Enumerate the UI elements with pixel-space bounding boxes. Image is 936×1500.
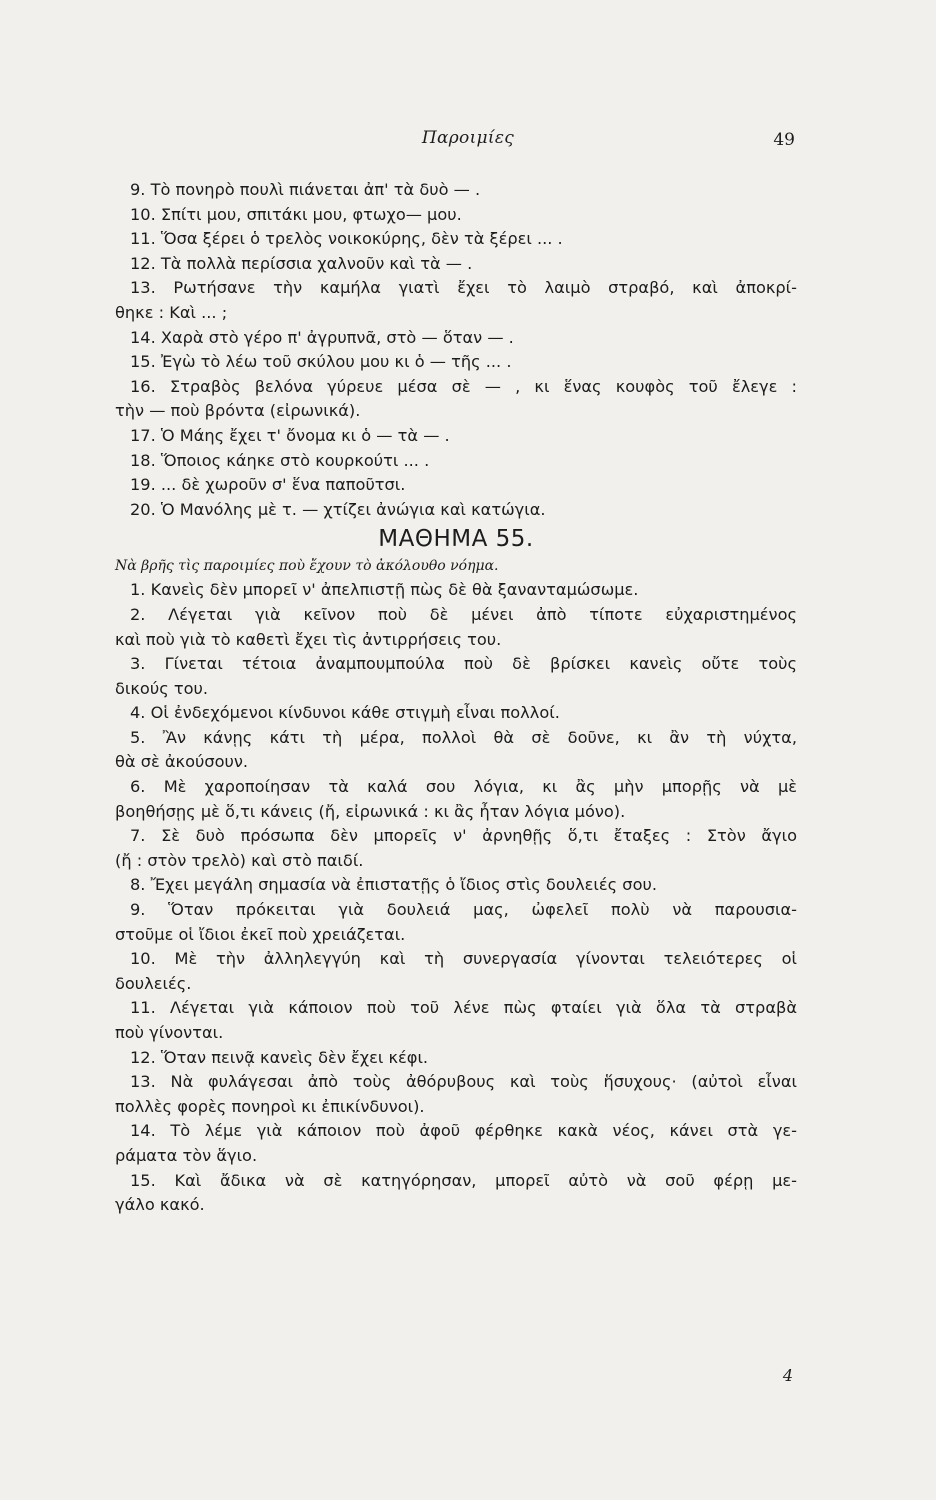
list-item-line: 15. Ἐγὼ τὸ λέω τοῦ σκύλου μου κι ὁ — τῆς ... .	[130, 352, 512, 372]
lesson-instruction: Νὰ βρῆς τὶς παροιμίες ποὺ ἔχουν τὸ ἀκόλουθο νόημα.	[115, 558, 499, 575]
signature-mark: 4	[782, 1366, 793, 1385]
list-item-line: 4. Οἱ ἐνδεχόμενοι κίνδυνοι κάθε στιγμὴ εἶναι πολλοί.	[130, 703, 560, 723]
list-item-line: 2. Λέγεται γιὰ κεῖνον ποὺ δὲ μένει ἀπὸ τίποτε εὐχαριστημένος	[130, 604, 797, 624]
list-item-continuation: τὴν — ποὺ βρόντα (εἰρωνικά).	[115, 401, 361, 421]
list-item-continuation: ράματα τὸν ἅγιο.	[115, 1145, 258, 1165]
list-item-line: 1. Κανεὶς δὲν μπορεῖ ν' ἀπελπιστῇ πὼς δὲ θὰ ξανανταμώσωμε.	[130, 580, 639, 600]
list-item-continuation: δικούς του.	[115, 678, 208, 698]
list-item-continuation: δουλειές.	[115, 973, 192, 993]
list-item-line: 17. Ὁ Μάης ἔχει τ' ὄνομα κι ὁ — τὰ — .	[130, 425, 450, 445]
list-item-line: 9. Τὸ πονηρὸ πουλὶ πιάνεται ἀπ' τὰ δυὸ — .	[130, 180, 481, 199]
list-item-continuation: ποὺ γίνονται.	[115, 1023, 224, 1042]
running-head	[0, 128, 936, 156]
list-item-continuation: γάλο κακό.	[115, 1195, 205, 1215]
list-item-line: 12. Ὅταν πεινᾷ κανεὶς δὲν ἔχει κέφι.	[130, 1047, 429, 1067]
list-item-line: 13. Νὰ φυλάγεσαι ἀπὸ τοὺς ἀθόρυβους καὶ τοὺς ἥσυχους· (αὐτοὶ εἶναι	[130, 1072, 797, 1092]
list-item-line: 3. Γίνεται τέτοια ἀναμπουμπούλα ποὺ δὲ βρίσκει κανεὶς οὔτε τοὺς	[130, 654, 797, 674]
list-item-line: 16. Στραβὸς βελόνα γύρευε μέσα σὲ — , κι ἕνας κουφὸς τοῦ ἔλεγε :	[130, 376, 797, 396]
body-text	[115, 178, 797, 1218]
list-item-continuation: στοῦμε οἱ ἴδιοι ἐκεῖ ποὺ χρειάζεται.	[115, 924, 406, 944]
list-item-line: 5. Ἂν κάνῃς κάτι τὴ μέρα, πολλοὶ θὰ σὲ δοῦνε, κι ἂν τὴ νύχτα,	[130, 727, 797, 747]
list-item-line: 20. Ὁ Μανόλης μὲ τ. — χτίζει ἀνώγια καὶ κατώγια.	[130, 499, 546, 519]
list-item-line: 10. Μὲ τὴν ἀλληλεγγύη καὶ τὴ συνεργασία γίνονται τελειότερες οἱ	[130, 949, 797, 969]
list-item-line: 7. Σὲ δυὸ πρόσωπα δὲν μπορεῖς ν' ἀρνηθῇς ὅ,τι ἔταξες : Στὸν ἄγιο	[130, 826, 797, 846]
list-item-continuation: καὶ ποὺ γιὰ τὸ καθετὶ ἔχει τὶς ἀντιρρήσεις του.	[115, 629, 502, 649]
list-item-line: 11. Λέγεται γιὰ κάποιον ποὺ τοῦ λένε πὼς φταίει γιὰ ὅλα τὰ στραβὰ	[130, 998, 797, 1018]
proverbs-fill-in-list	[115, 178, 797, 522]
list-item-line: 9. Ὅταν πρόκειται γιὰ δουλειά μας, ὠφελεῖ πολὺ νὰ παρουσια-	[130, 900, 797, 920]
list-item-line: 11. Ὅσα ξέρει ὁ τρελὸς νοικοκύρης, δὲν τὰ ξέρει ... .	[130, 229, 563, 249]
running-title: Παροιμίες	[421, 128, 515, 148]
list-item-continuation: (ἤ : στὸν τρελὸ) καὶ στὸ παιδί.	[115, 850, 364, 870]
list-item-line: 10. Σπίτι μου, σπιτάκι μου, φτωχο— μου.	[130, 204, 462, 224]
page-number: 49	[773, 130, 795, 150]
list-item-continuation: πολλὲς φορὲς πονηροὶ κι ἐπικίνδυνοι).	[115, 1096, 425, 1116]
list-item-line: 6. Μὲ χαροποίησαν τὰ καλά σου λόγια, κι ἂς μὴν μπορῇς νὰ μὲ	[130, 777, 797, 797]
list-item-line: 14. Χαρὰ στὸ γέρο π' ἀγρυπνᾶ, στὸ — ὅταν — .	[130, 327, 514, 347]
list-item-line: 18. Ὅποιος κάηκε στὸ κουρκούτι ... .	[130, 450, 430, 470]
list-item-continuation: θηκε : Καὶ ... ;	[115, 302, 228, 322]
list-item-line: 8. Ἔχει μεγάλη σημασία νὰ ἐπιστατῇς ὁ ἴδιος στὶς δουλειές σου.	[130, 875, 657, 895]
list-item-line: 19. ... δὲ χωροῦν σ' ἕνα παποῦτσι.	[130, 475, 406, 495]
list-item-line: 12. Τὰ πολλὰ περίσσια χαλνοῦν καὶ τὰ — .	[130, 253, 473, 273]
list-item-continuation: βοηθήσῃς μὲ ὅ,τι κάνεις (ἤ, εἰρωνικά : κι ἂς ἦταν λόγια μόνο).	[115, 801, 626, 821]
list-item-line: 13. Ρωτήσανε τὴν καμήλα γιατὶ ἔχει τὸ λαιμὸ στραβό, καὶ ἀποκρί-	[130, 278, 797, 298]
lesson-heading: ΜΑΘΗΜΑ 55.	[378, 526, 534, 553]
list-item-continuation: θὰ σὲ ἀκούσουν.	[115, 752, 249, 772]
lesson-meaning-list	[115, 578, 797, 1217]
list-item-line: 14. Τὸ λέμε γιὰ κάποιον ποὺ ἀφοῦ φέρθηκε κακὰ νέος, κάνει στὰ γε-	[130, 1121, 797, 1141]
list-item-line: 15. Καὶ ἄδικα νὰ σὲ κατηγόρησαν, μπορεῖ αὐτὸ νὰ σοῦ φέρῃ με-	[130, 1170, 797, 1190]
